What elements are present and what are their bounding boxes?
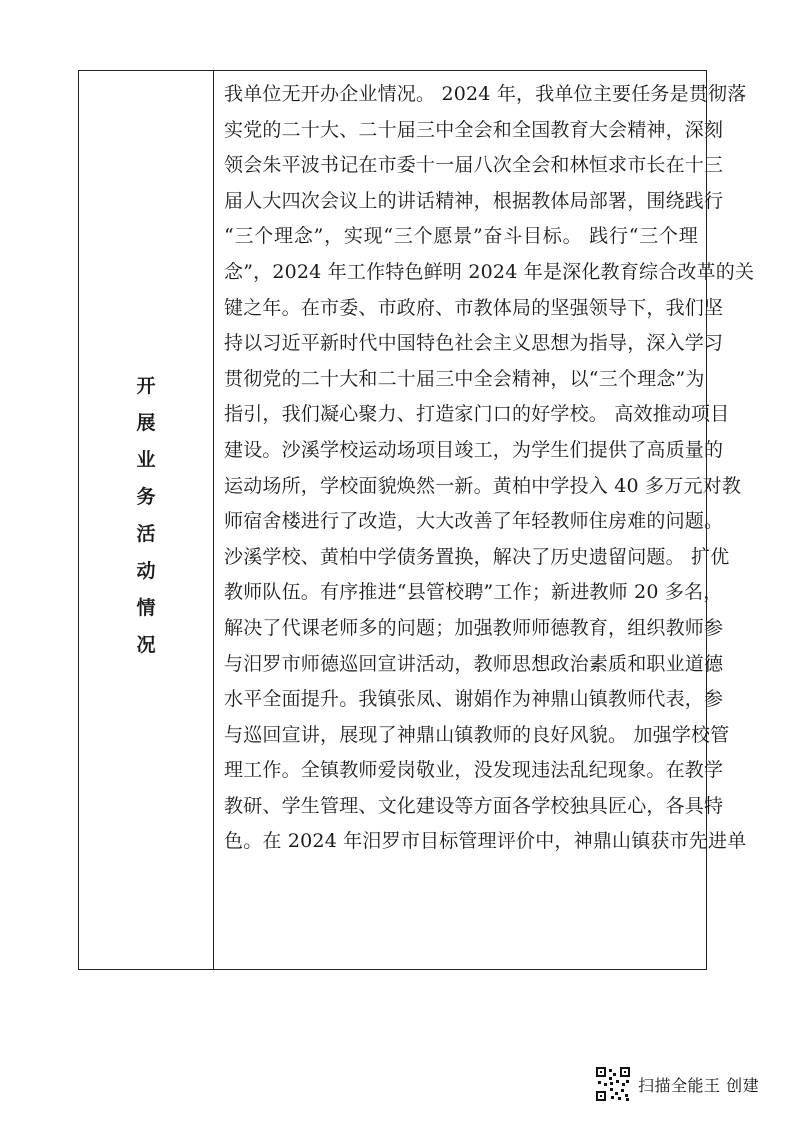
row-label-char: 开 (136, 375, 156, 397)
row-label-cell (79, 71, 214, 969)
text-line: “三个理念”，实现“三个愿景”奋斗目标。 践行“三个理 (224, 225, 698, 248)
text-line: 领会朱平波书记在市委十一届八次全会和林恒求市长在十三 (224, 154, 724, 177)
row-label-char: 活 (136, 523, 156, 545)
text-line: 师宿舍楼进行了改造，大大改善了年轻教师住房难的问题。 (224, 510, 724, 533)
qr-code-icon (596, 1067, 630, 1101)
content-cell (214, 71, 755, 969)
row-label-char: 动 (136, 560, 156, 582)
row-label-char: 情 (136, 597, 156, 619)
text-line: 指引，我们凝心聚力、打造家门口的好学校。 高效推动项目 (224, 403, 730, 426)
info-table (78, 70, 755, 970)
row-label-char: 展 (136, 412, 156, 434)
text-line: 水平全面提升。我镇张凤、谢娟作为神鼎山镇教师代表，参 (224, 688, 724, 711)
text-line: 与巡回宣讲，展现了神鼎山镇教师的良好风貌。 加强学校管 (224, 723, 730, 746)
text-line: 与汨罗市师德巡回宣讲活动，教师思想政治素质和职业道德 (224, 652, 724, 675)
text-line: 念”，2024 年工作特色鲜明 2024 年是深化教育综合改革的关 (224, 260, 755, 283)
text-line: 届人大四次会议上的讲话精神，根据教体局部署，围绕践行 (224, 189, 724, 212)
text-line: 解决了代课老师多的问题；加强教师师德教育，组织教师参 (224, 616, 724, 639)
scanner-watermark (596, 1067, 759, 1101)
text-line: 教研、学生管理、文化建设等方面各学校独具匠心，各具特 (224, 794, 724, 817)
text-line: 理工作。全镇教师爱岗敬业，没发现违法乱纪现象。在教学 (224, 759, 724, 782)
scanner-brand-text: 扫描全能王 创建 (638, 1075, 760, 1095)
row-label-char: 务 (136, 486, 156, 508)
text-line: 色。在 2024 年汨罗市目标管理评价中，神鼎山镇获市先进单 (224, 830, 747, 853)
text-line: 我单位无开办企业情况。 2024 年，我单位主要任务是贯彻落 (224, 83, 747, 105)
text-line: 键之年。在市委、市政府、市教体局的坚强领导下，我们坚 (224, 296, 724, 319)
text-line: 贯彻党的二十大和二十届三中全会精神，以“三个理念”为 (224, 367, 705, 390)
row-label-char: 况 (136, 634, 156, 656)
text-line: 实党的二十大、二十届三中全会和全国教育大会精神，深刻 (224, 118, 724, 141)
text-line: 沙溪学校、黄柏中学债务置换，解决了历史遗留问题。 扩优 (224, 545, 730, 568)
text-line: 持以习近平新时代中国特色社会主义思想为指导，深入学习 (224, 332, 724, 355)
text-line: 运动场所，学校面貌焕然一新。黄柏中学投入 40 多万元对教 (224, 474, 742, 497)
text-line: 教师队伍。有序推进“县管校聘”工作；新进教师 20 多名， (224, 581, 723, 604)
text-line: 建设。沙溪学校运动场项目竣工，为学生们提供了高质量的 (224, 438, 724, 461)
row-label-char: 业 (136, 449, 156, 471)
